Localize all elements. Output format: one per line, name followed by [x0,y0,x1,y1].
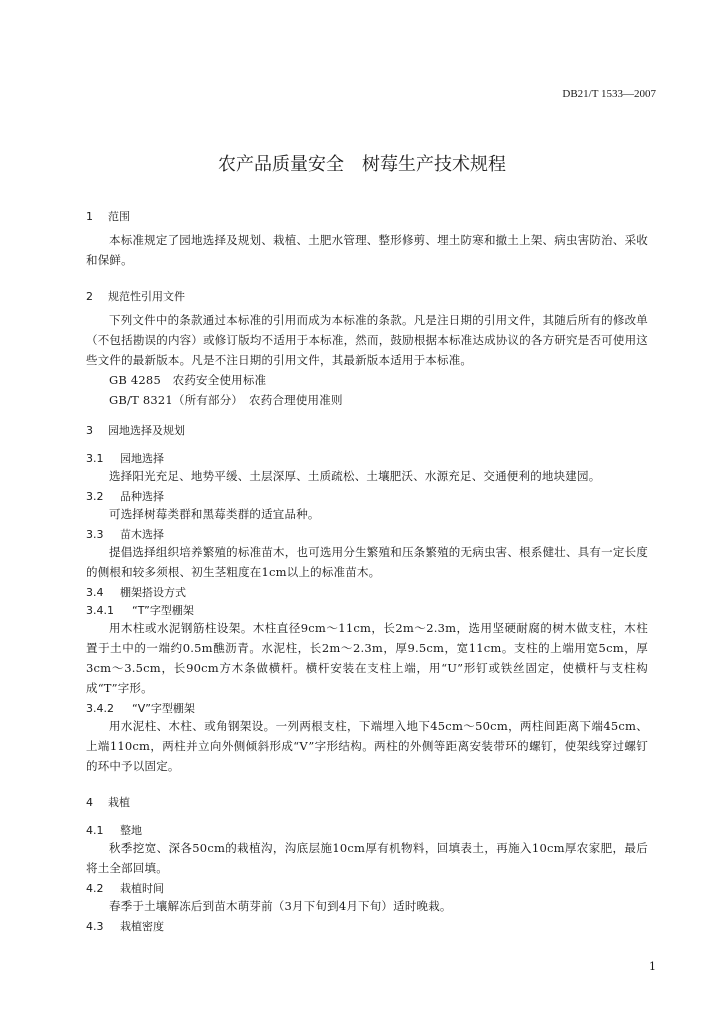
section-number: 3.3 [86,528,104,541]
section-3-3-heading [86,528,648,542]
section-title: “T”字型棚架 [132,604,194,617]
section-3-2-heading [86,490,648,504]
section-1-heading [86,210,648,224]
section-number: 3 [86,424,93,437]
document-body [86,210,648,934]
section-4-3-heading [86,920,648,934]
section-2-body: 下列文件中的条款通过本标准的引用而成为本标准的条款。凡是注日期的引用文件，其随后所有的修改单（不包括勘误的内容）或修订版均不适用于本标准，然而，鼓励根据本标准达成协议的各方研究是否可使用这些文件的最新版本。凡是不注日期的引用文件，其最新版本适用于本标准。 [86,313,648,367]
section-3-4-2-body: 用水泥柱、木柱、或角钢架设。一列两根支柱，下端埋入地下45cm～50cm，两柱间距离下端45cm、上端110cm，两柱并立向外侧倾斜形成“V”字形结构。两柱的外侧等距离安装带环的螺钉，使架线穿过螺钉的环中予以固定。 [86,719,648,773]
standard-code: DB21/T 1533—2007 [562,88,656,100]
section-2-heading [86,290,648,304]
section-number: 2 [86,290,93,303]
section-title: “V”字型棚架 [132,702,195,715]
section-number: 3.4 [86,586,104,599]
section-number: 1 [86,210,93,223]
section-4-1-body: 秋季挖宽、深各50cm的栽植沟，沟底层施10cm厚有机物料，回填表土，再施入10cm厚农家肥，最后将土全部回填。 [86,841,648,875]
section-3-2-body: 可选择树莓类群和黑莓类群的适宜品种。 [109,507,320,521]
section-title: 整地 [120,824,142,837]
section-3-1-heading [86,452,648,466]
section-number: 3.4.1 [86,604,114,617]
normative-reference: GB 4285 农药安全使用标准 [109,373,267,387]
section-title: 范围 [108,210,130,223]
section-3-heading [86,424,648,438]
normative-reference: GB/T 8321（所有部分） 农药合理使用准则 [109,393,343,407]
section-3-3-body: 提倡选择组织培养繁殖的标准苗木，也可选用分生繁殖和压条繁殖的无病虫害、根系健壮、具有一定长度的侧根和较多须根、初生茎粗度在1cm以上的标准苗木。 [86,545,648,579]
section-title: 苗木选择 [120,528,164,541]
section-number: 4.2 [86,882,104,895]
section-title: 棚架搭设方式 [120,586,186,599]
section-4-2-body: 春季于土壤解冻后到苗木萌芽前（3月下旬到4月下旬）适时晚栽。 [109,899,452,913]
section-number: 3.2 [86,490,104,503]
section-title: 园地选择 [120,452,164,465]
section-3-4-1-body: 用木柱或水泥钢筋柱设架。木柱直径9cm～11cm，长2m～2.3m，选用坚硬耐腐的树木做支柱，木柱置于土中的一端约0.5m醮沥青。水泥柱，长2m～2.3m，厚9.5cm，宽11cm。支柱的上端用宽5cm，厚3cm～3.5cm，长90cm方木条做横杆。横杆安装在支柱上端，用“U”形钉或铁丝固定，使横杆与支柱构成“T”字形。 [86,621,648,695]
section-3-4-1-heading [86,604,648,618]
section-3-1-body: 选择阳光充足、地势平缓、土层深厚、土质疏松、土壤肥沃、水源充足、交通便利的地块建园。 [109,469,601,483]
section-1-body: 本标准规定了园地选择及规划、栽植、土肥水管理、整形修剪、埋土防寒和撤土上架、病虫害防治、采收和保鲜。 [86,233,648,267]
section-title: 品种选择 [120,490,164,503]
section-number: 3.4.2 [86,702,114,715]
section-4-2-heading [86,882,648,896]
section-3-4-heading [86,586,648,600]
section-4-1-heading [86,824,648,838]
section-4-heading [86,796,648,810]
section-number: 4.1 [86,824,104,837]
page-number: 1 [649,960,656,973]
section-title: 园地选择及规划 [108,424,185,437]
section-title: 规范性引用文件 [108,290,185,303]
document-title: 农产品质量安全 树莓生产技术规程 [218,154,506,175]
section-title: 栽植密度 [120,920,164,933]
section-3-4-2-heading [86,702,648,716]
section-title: 栽植 [108,796,130,809]
section-number: 4.3 [86,920,104,933]
section-title: 栽植时间 [120,882,164,895]
section-number: 3.1 [86,452,104,465]
section-number: 4 [86,796,93,809]
